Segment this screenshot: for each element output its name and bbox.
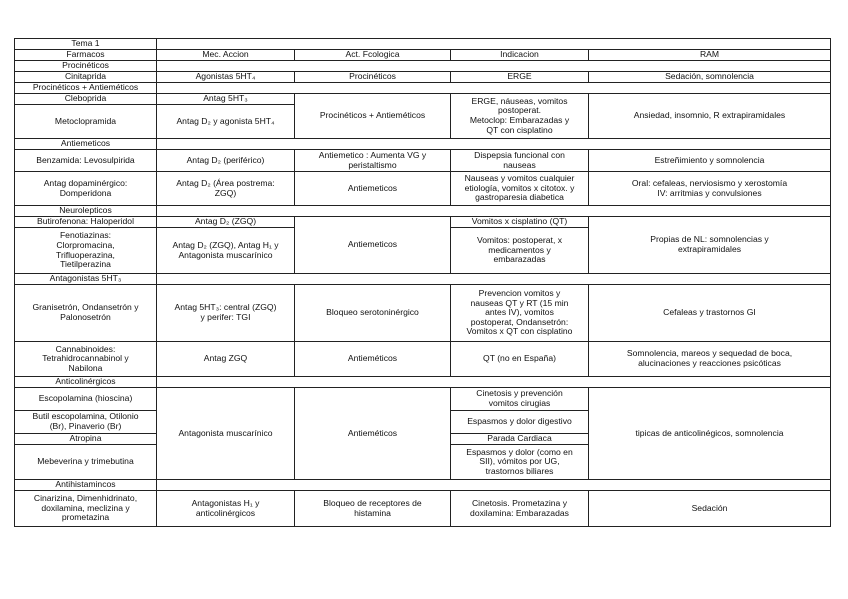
empty-cell bbox=[157, 139, 831, 150]
row-atropina-ind: Parada Cardiaca bbox=[451, 434, 589, 445]
empty-cell bbox=[157, 206, 831, 217]
pharmacology-table bbox=[14, 38, 831, 527]
row-levosulpirida-mec: Antag D₂ (periférico) bbox=[157, 150, 295, 172]
row-cannabinoides-mec: Antag ZGQ bbox=[157, 342, 295, 377]
row-cinarizina-mec: Antagonistas H₁ y anticolinérgicos bbox=[157, 491, 295, 527]
row-fenotiazinas-mec: Antag D₂ (ZGQ), Antag H₁ y Antagonista muscarínico bbox=[157, 228, 295, 274]
row-cinarizina-farmaco: Cinarizina, Dimenhidrinato, doxilamina, meclizina y prometazina bbox=[15, 491, 157, 527]
row-cannabinoides-ind: QT (no en España) bbox=[451, 342, 589, 377]
row-metoclopramida-farmaco: Metoclopramida bbox=[15, 105, 157, 139]
row-anticolinergicos-ram: tipicas de anticolinégicos, somnolencia bbox=[589, 388, 831, 480]
row-cannabinoides-act: Antieméticos bbox=[295, 342, 451, 377]
row-fenotiazinas-act: Antiemeticos bbox=[295, 217, 451, 274]
row-levosulpirida-act: Antiemetico : Aumenta VG y peristaltismo bbox=[295, 150, 451, 172]
row-cinitaprida-ram: Sedación, somnolencia bbox=[589, 72, 831, 83]
row-cinitaprida-farmaco: Cinitaprida bbox=[15, 72, 157, 83]
row-fenotiazinas-ram: Propias de NL: somnolencias y extrapiramidales bbox=[589, 217, 831, 274]
row-cleboprida-mec: Antag 5HT₃ bbox=[157, 94, 295, 105]
group-antihistaminicos: Antihistamincos bbox=[15, 480, 157, 491]
row-haloperidol-mec: Antag D₂ (ZGQ) bbox=[157, 217, 295, 228]
row-fenotiazinas-farmaco: Fenotiazinas: Clorpromacina, Trifluoperazina, Tietilperazina bbox=[15, 228, 157, 274]
row-mebeverina-farmaco: Mebeverina y trimebutina bbox=[15, 445, 157, 480]
empty-cell bbox=[157, 274, 831, 285]
row-levosulpirida-ram: Estreñimiento y somnolencia bbox=[589, 150, 831, 172]
group-procineticos-antiemeticos: Procinéticos + Antieméticos bbox=[15, 83, 157, 94]
row-cinarizina-act: Bloqueo de receptores de histamina bbox=[295, 491, 451, 527]
row-levosulpirida-farmaco: Benzamida: Levosulpirida bbox=[15, 150, 157, 172]
row-metoclopramida-ind: ERGE, náuseas, vomitos postoperat. Metoclop: Embarazadas y QT con cisplatino bbox=[451, 94, 589, 139]
row-granisetron-ram: Cefaleas y trastornos GI bbox=[589, 285, 831, 342]
table-title: Tema 1 bbox=[15, 39, 157, 50]
row-anticolinergicos-mec: Antagonista muscarínico bbox=[157, 388, 295, 480]
row-cleboprida-farmaco: Cleboprida bbox=[15, 94, 157, 105]
row-metoclopramida-act: Procinéticos + Antieméticos bbox=[295, 94, 451, 139]
header-ram: RAM bbox=[589, 50, 831, 61]
row-anticolinergicos-act: Antieméticos bbox=[295, 388, 451, 480]
group-procineticos: Procinéticos bbox=[15, 61, 157, 72]
row-granisetron-act: Bloqueo serotoninérgico bbox=[295, 285, 451, 342]
row-cinarizina-ram: Sedación bbox=[589, 491, 831, 527]
row-cinitaprida-mec: Agonistas 5HT₄ bbox=[157, 72, 295, 83]
row-metoclopramida-mec: Antag D₂ y agonista 5HT₄ bbox=[157, 105, 295, 139]
group-antagonistas-5ht3: Antagonistas 5HT₃ bbox=[15, 274, 157, 285]
header-act-fcologica: Act. Fcologica bbox=[295, 50, 451, 61]
header-indicacion: Indicacion bbox=[451, 50, 589, 61]
row-granisetron-farmaco: Granisetrón, Ondansetrón y Palonosetrón bbox=[15, 285, 157, 342]
row-cannabinoides-farmaco: Cannabinoides: Tetrahidrocannabinol y Nabilona bbox=[15, 342, 157, 377]
row-domperidona-ind: Nauseas y vomitos cualquier etiología, vomitos x citotox. y gastroparesia diabetica bbox=[451, 172, 589, 206]
row-atropina-farmaco: Atropina bbox=[15, 434, 157, 445]
empty-cell bbox=[157, 61, 831, 72]
row-escopolamina-ind: Cinetosis y prevención vomitos cirugias bbox=[451, 388, 589, 411]
row-domperidona-farmaco: Antag dopaminérgico: Domperidona bbox=[15, 172, 157, 206]
row-escopolamina-farmaco: Escopolamina (hioscina) bbox=[15, 388, 157, 411]
row-fenotiazinas-ind: Vomitos: postoperat, x medicamentos y embarazadas bbox=[451, 228, 589, 274]
row-cannabinoides-ram: Somnolencia, mareos y sequedad de boca, alucinaciones y reacciones psicóticas bbox=[589, 342, 831, 377]
row-granisetron-mec: Antag 5HT₃: central (ZGQ) y perifer: TGI bbox=[157, 285, 295, 342]
row-butil-ind: Espasmos y dolor digestivo bbox=[451, 411, 589, 434]
row-cinitaprida-act: Procinéticos bbox=[295, 72, 451, 83]
group-antiemeticos: Antiemeticos bbox=[15, 139, 157, 150]
row-domperidona-act: Antiemeticos bbox=[295, 172, 451, 206]
empty-cell bbox=[157, 480, 831, 491]
row-cinarizina-ind: Cinetosis. Prometazina y doxilamina: Embarazadas bbox=[451, 491, 589, 527]
row-cinitaprida-ind: ERGE bbox=[451, 72, 589, 83]
row-domperidona-ram: Oral: cefaleas, nerviosismo y xerostomía IV: arritmias y convulsiones bbox=[589, 172, 831, 206]
row-haloperidol-farmaco: Butirofenona: Haloperidol bbox=[15, 217, 157, 228]
group-neurolepticos: Neurolepticos bbox=[15, 206, 157, 217]
row-domperidona-mec: Antag D₂ (Área postrema: ZGQ) bbox=[157, 172, 295, 206]
header-farmacos: Farmacos bbox=[15, 50, 157, 61]
empty-cell bbox=[157, 83, 831, 94]
row-metoclopramida-ram: Ansiedad, insomnio, R extrapiramidales bbox=[589, 94, 831, 139]
row-mebeverina-ind: Espasmos y dolor (como en SII), vómitos por UG, trastornos biliares bbox=[451, 445, 589, 480]
group-anticolinergicos: Anticolinérgicos bbox=[15, 377, 157, 388]
row-granisetron-ind: Prevencion vomitos y nauseas QT y RT (15 min antes IV), vomitos postoperat, Ondansetrón: Vomitos x QT con cisplatino bbox=[451, 285, 589, 342]
row-levosulpirida-ind: Dispepsia funcional con nauseas bbox=[451, 150, 589, 172]
row-butil-farmaco: Butil escopolamina, Otilonio (Br), Pinaverio (Br) bbox=[15, 411, 157, 434]
row-haloperidol-ind: Vomitos x cisplatino (QT) bbox=[451, 217, 589, 228]
empty-cell bbox=[157, 39, 831, 50]
header-mec-accion: Mec. Accion bbox=[157, 50, 295, 61]
empty-cell bbox=[157, 377, 831, 388]
